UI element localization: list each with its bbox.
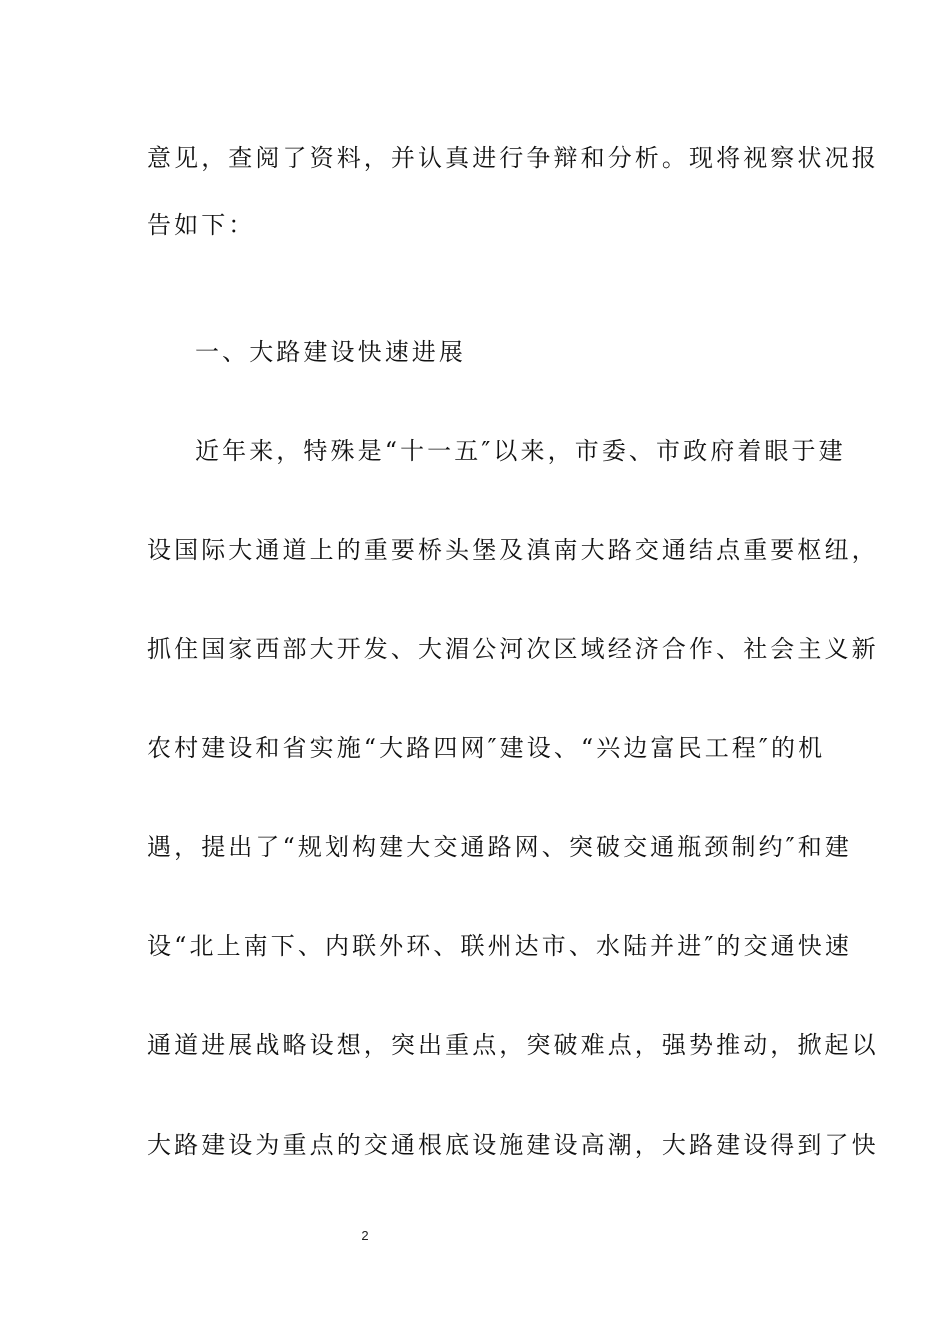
text-line: 通道进展战略设想，突出重点，突破难点，强势推动，掀起以	[147, 1031, 879, 1059]
text-line: 意见，查阅了资料，并认真进行争辩和分析。现将视察状况报	[147, 144, 879, 172]
text-line: 设国际大通道上的重要桥头堡及滇南大路交通结点重要枢纽，	[147, 536, 879, 564]
text-line: 抓住国家西部大开发、大湄公河次区域经济合作、社会主义新	[147, 635, 879, 663]
section-heading: 一、大路建设快速进展	[195, 338, 466, 366]
text-line: 设“北上南下、内联外环、联州达市、水陆并进″的交通快速	[147, 932, 852, 960]
text-line: 告如下：	[147, 211, 256, 239]
text-line: 农村建设和省实施“大路四网″建设、“兴边富民工程″的机	[147, 734, 826, 762]
paragraph-first-line: 近年来，特殊是“十一五″以来，市委、市政府着眼于建	[195, 437, 846, 465]
text-line: 大路建设为重点的交通根底设施建设高潮，大路建设得到了快	[147, 1131, 879, 1159]
page-number: 2	[361, 1228, 369, 1243]
text-line: 遇，提出了“规划构建大交通路网、突破交通瓶颈制约″和建	[147, 833, 852, 861]
